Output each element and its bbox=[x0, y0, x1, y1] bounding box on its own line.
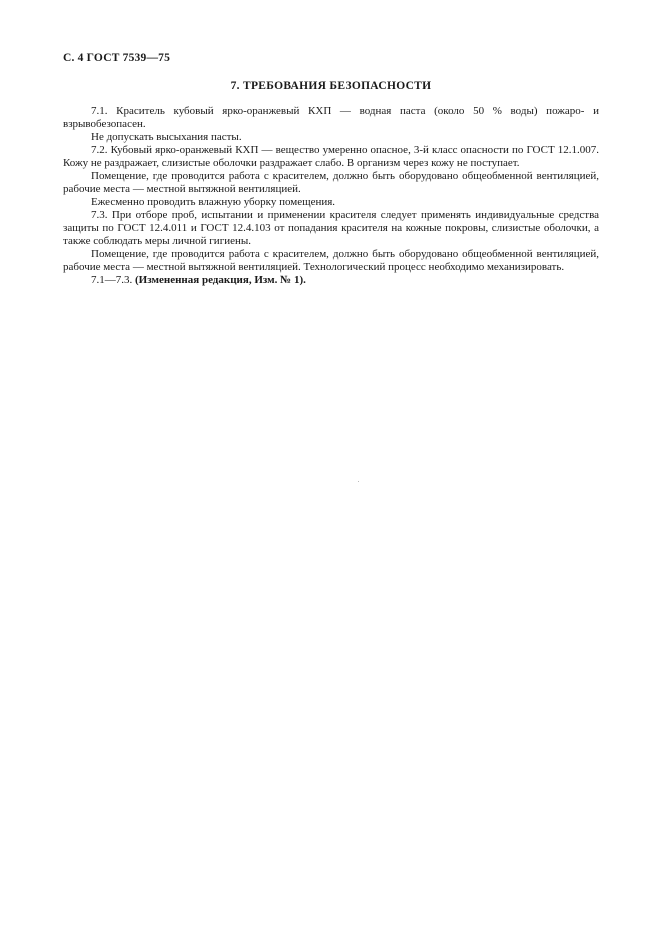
paragraph-wet-cleaning: Ежесменно проводить влажную уборку помещения. bbox=[91, 196, 336, 208]
amendment-bold-text: (Измененная редакция, Изм. № 1). bbox=[135, 274, 306, 286]
amendment-prefix: 7.1—7.3. bbox=[91, 274, 133, 286]
paragraph-ventilation-2: Помещение, где проводится работа с красителем, должно быть оборудовано общеобменной вентиляцией, рабочие места — местной вытяжной вентиляцией. Технологический процесс необходимо механизировать. bbox=[63, 248, 599, 273]
paragraph-7-1: 7.1. Краситель кубовый ярко-оранжевый КХП — водная паста (около 50 % воды) пожаро- и взрывобезопасен. bbox=[63, 105, 599, 130]
paragraph-ventilation-1: Помещение, где проводится работа с красителем, должно быть оборудовано общеобменной вентиляцией, рабочие места — местной вытяжной вентиляцией. bbox=[63, 170, 599, 195]
section-title: 7. ТРЕБОВАНИЯ БЕЗОПАСНОСТИ bbox=[230, 80, 432, 92]
paragraph-7-2: 7.2. Кубовый ярко-оранжевый КХП — вещество умеренно опасное, 3-й класс опасности по ГОСТ 12.1.007. Кожу не раздражает, слизистые оболочки раздражает слабо. В организм через кожу не поступает. bbox=[63, 144, 599, 169]
scan-speck bbox=[358, 481, 359, 482]
section-body bbox=[63, 105, 599, 287]
paragraph-7-3: 7.3. При отборе проб, испытании и применении красителя следует применять индивидуальные средства защиты по ГОСТ 12.4.011 и ГОСТ 12.4.103 от попадания красителя на кожные покровы, слизистые оболочки, а также соблюдать меры личной гигиены. bbox=[63, 209, 599, 247]
paragraph-no-drying: Не допускать высыхания пасты. bbox=[91, 131, 242, 143]
page-header: С. 4 ГОСТ 7539—75 bbox=[63, 52, 171, 64]
amendment-note bbox=[63, 274, 599, 287]
